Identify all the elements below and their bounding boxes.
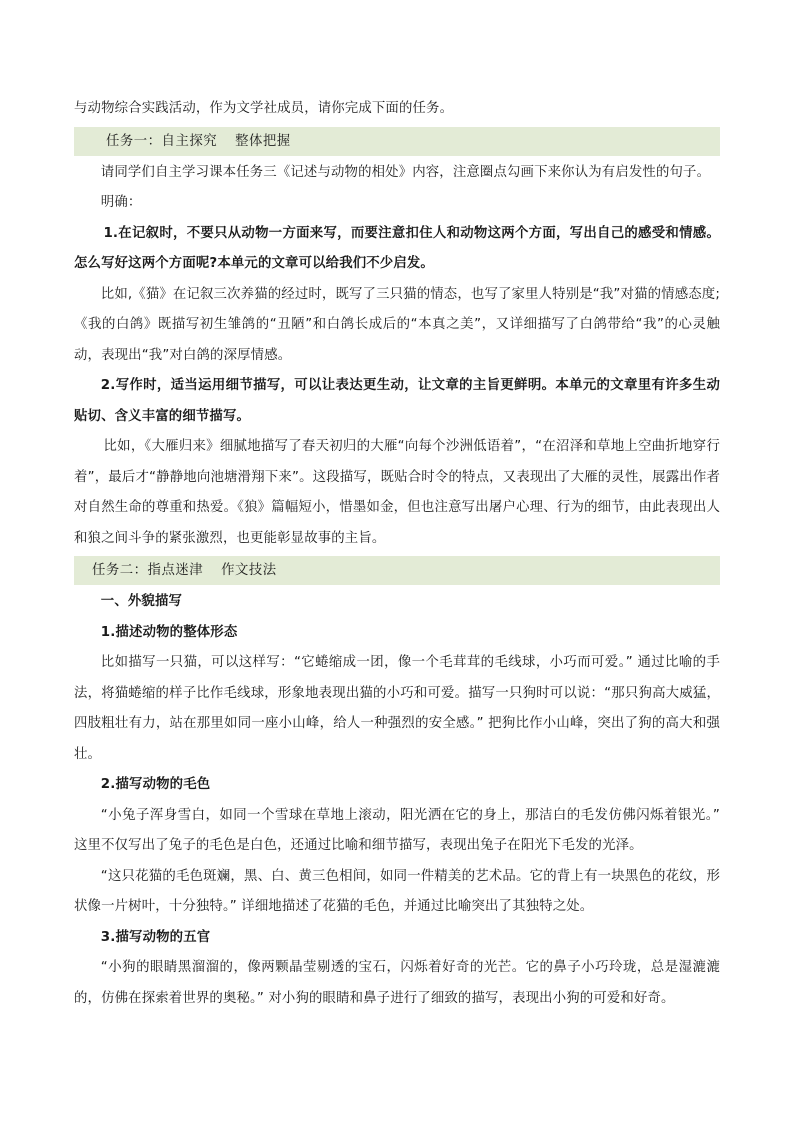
task-one-instruction: 请同学们自主学习课本任务三《记述与动物的相处》内容，注意圈点勾画下来你认为有启发性的句子。 xyxy=(100,164,711,180)
intro-text: 与动物综合实践活动，作为文学社成员，请你完成下面的任务。 xyxy=(74,101,454,116)
subheading-facial-features: 3.描写动物的五官 xyxy=(100,929,211,945)
task-one-label: 任务一：自主探究 xyxy=(106,133,218,149)
paragraph-overall-form: 比如描写一只猫，可以这样写：“它蜷缩成一团，像一个毛茸茸的毛线球，小巧而可爱。” 通过比喻的手法，将猫蜷缩的样子比作毛线球，形象地表现出猫的小巧和可爱。描写一只狗时可以说：“那只狗高大威猛，四肢粗壮有力，站在那里如同一座小山峰，给人一种强烈的安全感。” 把狗比作小山峰，突出了狗的高大和强壮。 xyxy=(74,655,720,762)
task-two-label: 任务二：指点迷津 xyxy=(92,563,204,578)
subheading-fur-color: 2.描写动物的毛色 xyxy=(100,777,211,792)
answer-label: 明确： xyxy=(100,195,142,210)
paragraph-dog-face: “小狗的眼睛黑溜溜的，像两颗晶莹剔透的宝石，闪烁着好奇的光芒。它的鼻子小巧玲珑，总是湿漉漉的，仿佛在探索着世界的奥秘。” 对小狗的眼睛和鼻子进行了细致的描写，表现出小狗的可爱和好奇。 xyxy=(74,960,720,1006)
point-two: 2.写作时，适当运用细节描写，可以让表达更生动，让文章的主旨更鲜明。本单元的文章里有许多生动贴切、含义丰富的细节描写。 xyxy=(74,378,720,424)
subheading-overall-form: 1.描述动物的整体形态 xyxy=(100,624,238,640)
paragraph-cat-fur: “这只花猫的毛色斑斓，黑、白、黄三色相间，如同一件精美的艺术品。它的背上有一块黑色的花纹，形状像一片树叶，十分独特。” 详细地描述了花猫的毛色，并通过比喻突出了其独特之处。 xyxy=(74,868,720,914)
example-two: 比如，《大雁归来》细腻地描写了春天初归的大雁“向每个沙洲低语着”，“在沼泽和草地上空曲折地穿行着”，最后才“静静地向池塘滑翔下来”。这段描写，既贴合时令的特点，又表现出了大雁的灵性，展露出作者对自然生命的尊重和热爱。《狼》篇幅短小，惜墨如金，但也注意写出屠户心理、行为的细节，由此表现出人和狼之间斗争的紧张激烈，也更能彰显故事的主旨。 xyxy=(74,439,720,546)
paragraph-rabbit-fur: “小兔子浑身雪白，如同一个雪球在草地上滚动，阳光洒在它的身上，那洁白的毛发仿佛闪烁着银光。” 这里不仅写出了兔子的毛色是白色，还通过比喻和细节描写，表现出兔子在阳光下毛发的光泽。 xyxy=(74,807,720,853)
document-page xyxy=(74,94,720,1014)
task-one-title: 整体把握 xyxy=(235,133,291,149)
task-two-title: 作文技法 xyxy=(221,563,277,578)
task-one-banner xyxy=(74,127,720,156)
section-heading-appearance: 一、外貌描写 xyxy=(100,594,183,609)
point-one: 1.在记叙时，不要只从动物一方面来写，而要注意扣住人和动物这两个方面，写出自己的感受和情感。怎么写好这两个方面呢?本单元的文章可以给我们不少启发。 xyxy=(74,225,720,271)
example-one: 比如,《猫》在记叙三次养猫的经过时，既写了三只猫的情态，也写了家里人特别是“我”对猫的情感态度;《我的白鸽》既描写初生雏鸽的“丑陋”和白鸽长成后的“本真之美”，又详细描写了白鸽带给“我”的心灵触动，表现出“我”对白鸽的深厚情感。 xyxy=(74,286,720,363)
task-two-banner xyxy=(74,556,720,585)
